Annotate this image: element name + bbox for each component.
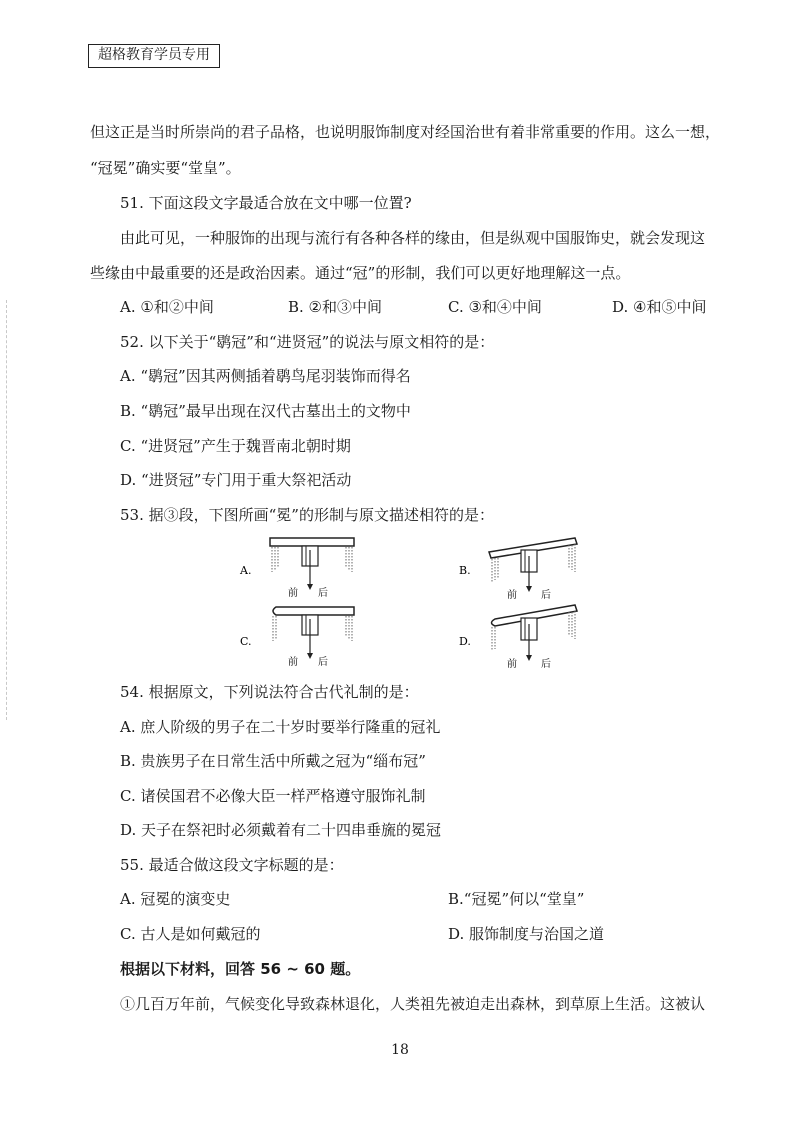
q53-figure-d-front-label: 前	[507, 659, 517, 670]
passage-continuation-line-2: “冠冕”确实要“堂皇”。	[90, 159, 241, 177]
q53-figure-a-drawing	[236, 532, 366, 602]
q51-passage-line-2: 些缘由中最重要的还是政治因素。通过“冠”的形制，我们可以更好地理解这一点。	[90, 264, 631, 282]
q51-option-a: A. ①和②中间	[120, 298, 214, 316]
question-54: 54. 根据原文，下列说法符合古代礼制的是：	[120, 683, 419, 701]
q55-option-a: A. 冠冕的演变史	[120, 890, 231, 908]
q53-figure-a-front-label: 前	[288, 588, 298, 599]
page-number: 18	[391, 1042, 409, 1058]
q54-option-b: B. 贵族男子在日常生活中所戴之冠为“缁布冠”	[120, 752, 426, 770]
q53-figure-b-back-label: 后	[541, 590, 551, 601]
q55-option-c: C. 古人是如何戴冠的	[120, 925, 261, 943]
q54-option-a: A. 庶人阶级的男子在二十岁时要举行隆重的冠礼	[120, 718, 441, 736]
q54-option-d: D. 天子在祭祀时必须戴着有二十四串垂旒的冕冠	[120, 821, 442, 839]
q53-figure-b-drawing	[455, 530, 585, 602]
q55-option-b: B.“冠冕”何以“堂皇”	[448, 890, 585, 908]
q52-option-c: C. “进贤冠”产生于魏晋南北朝时期	[120, 437, 351, 455]
question-51: 51. 下面这段文字最适合放在文中哪一位置?	[120, 194, 412, 212]
q52-option-a: A. “鹖冠”因其两侧插着鹖鸟尾羽装饰而得名	[120, 367, 411, 385]
q53-figure-c-label: C.	[240, 635, 252, 648]
q51-passage-line-1: 由此可见，一种服饰的出现与流行有各种各样的缘由，但是纵观中国服饰史，就会发现这	[120, 229, 706, 247]
q53-figure-c-drawing	[236, 601, 366, 671]
binding-margin-line	[6, 300, 8, 720]
q53-figure-d	[455, 597, 585, 675]
q53-figure-b	[455, 530, 585, 606]
q53-figure-d-label: D.	[459, 635, 471, 648]
q53-figure-b-label: B.	[459, 564, 471, 577]
q53-figure-d-drawing	[455, 597, 585, 671]
section-heading-56-60: 根据以下材料，回答 56 ~ 60 题。	[120, 960, 361, 978]
q52-option-d: D. “进贤冠”专门用于重大祭祀活动	[120, 471, 352, 489]
q53-figure-a-label: A.	[240, 564, 252, 577]
question-52: 52. 以下关于“鹖冠”和“进贤冠”的说法与原文相符的是：	[120, 333, 495, 351]
q53-figure-c-back-label: 后	[318, 657, 328, 668]
q51-option-c: C. ③和④中间	[448, 298, 542, 316]
question-55: 55. 最适合做这段文字标题的是：	[120, 856, 344, 874]
passage-continuation-line-1: 但这正是当时所崇尚的君子品格，也说明服饰制度对经国治世有着非常重要的作用。这么一想，	[90, 123, 721, 141]
header-stamp-box: 超格教育学员专用	[88, 44, 220, 68]
q51-option-d: D. ④和⑤中间	[612, 298, 707, 316]
q51-option-b: B. ②和③中间	[288, 298, 383, 316]
q53-figure-a	[236, 532, 366, 606]
q52-option-b: B. “鹖冠”最早出现在汉代古墓出土的文物中	[120, 402, 411, 420]
q55-option-d: D. 服饰制度与治国之道	[448, 925, 605, 943]
q53-figure-b-front-label: 前	[507, 590, 517, 601]
question-53: 53. 据③段，下图所画“冕”的形制与原文描述相符的是：	[120, 506, 494, 524]
q53-figure-d-back-label: 后	[541, 659, 551, 670]
q53-figure-c	[236, 601, 366, 675]
q54-option-c: C. 诸侯国君不必像大臣一样严格遵守服饰礼制	[120, 787, 426, 805]
material-paragraph-1: ①几百万年前，气候变化导致森林退化，人类祖先被迫走出森林，到草原上生活。这被认	[120, 995, 706, 1013]
q53-figure-a-back-label: 后	[318, 588, 328, 599]
q53-figure-c-front-label: 前	[288, 657, 298, 668]
